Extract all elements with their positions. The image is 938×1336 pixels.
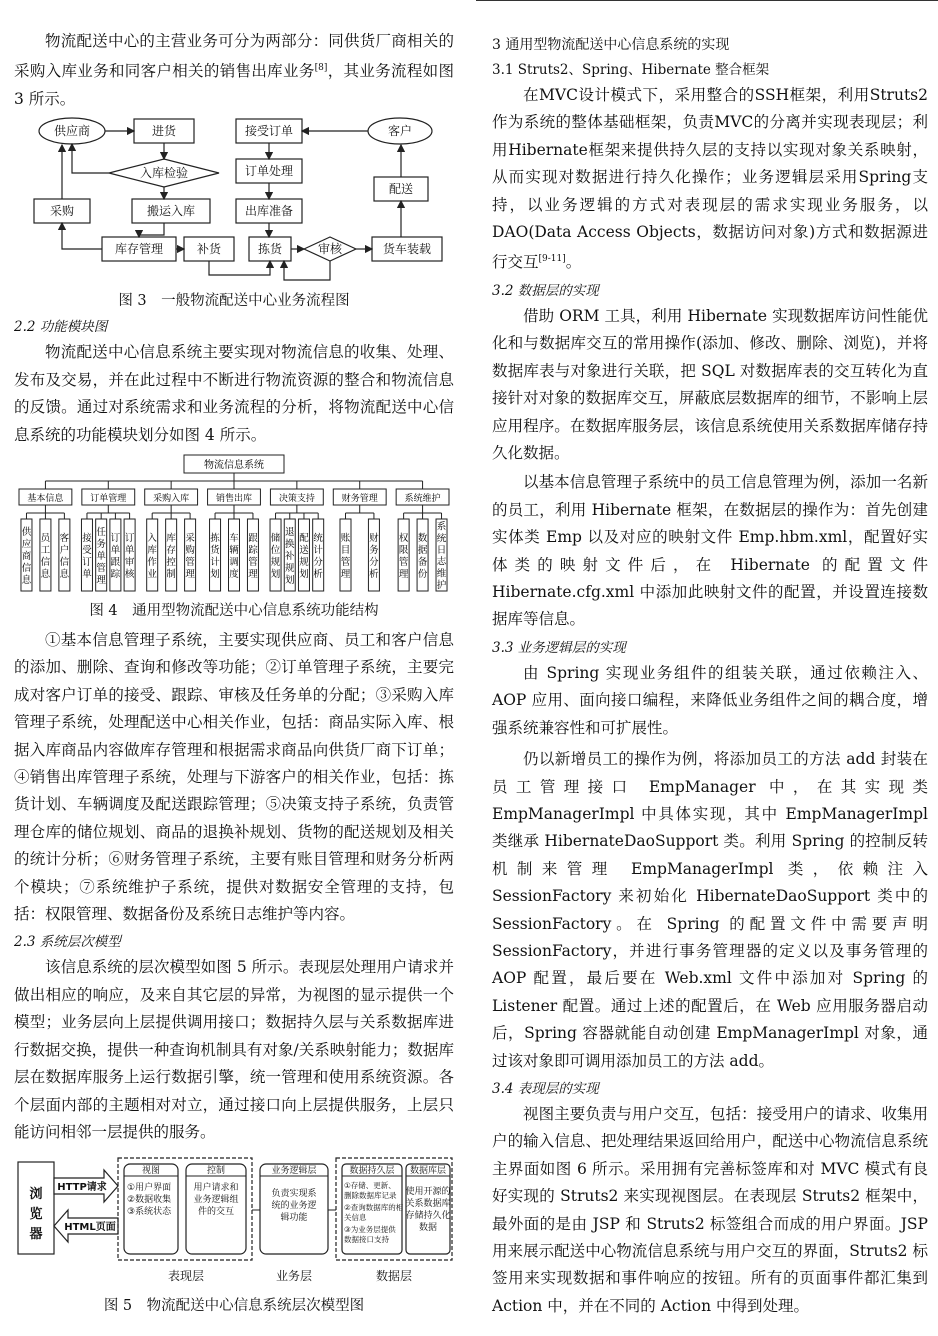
fig4-item-label: 系统日志维护 [436,521,447,591]
paragraph-modules: 物流配送中心信息系统主要实现对物流信息的收集、处理、发布及交易，并在此过程中不断进行物流资源的整合和物流信息的反馈。通过对系统需求和业务流程的分析，将物流配送中心信息系统的功能模块划分如图 4 所示。 [14,343,454,444]
fig4-item-label: 拣货计划 [210,533,220,580]
fig4-item-label: 退换补规划 [284,527,295,586]
fig4-item-label: 任务单管理 [96,527,106,586]
persist-line-5: ③为业务层提供 [344,1225,396,1235]
persist-line-3: ②查询数据库的相 [344,1203,404,1213]
paragraph-spring: 由 Spring 实现业务组件的组装关联，通过依赖注入、AOP 应用、面向接口编程，来降低业务组件之间的耦合度，增强系统兼容性和可扩展性。 [492,663,928,737]
fig4-item-label: 财务分析 [369,533,379,580]
biz-line-3: 辑功能 [280,1213,308,1224]
fig4-root-label: 物流信息系统 [204,460,264,471]
fig4-item-label: 订单跟踪 [110,533,121,580]
node-review: 审核 [317,242,343,257]
node-procure: 采购 [49,204,75,219]
node-truck-load: 货车装载 [382,242,432,257]
fig4-item-label: 入库作业 [147,533,157,580]
fig4-group-label: 基本信息 [27,494,64,504]
figure-5-caption: 图 5 物流配送中心信息系统层次模型图 [103,1298,365,1315]
figure-4-module-tree [14,453,454,595]
paragraph-spring-detail: 仍以新增员工的操作为例，将添加员工的方法 add 封装在员工管理接口 EmpManager 中，在其实现类 EmpManagerImpl 中具体实现，其中 EmpManagerImpl 类继承 HibernateDaoSupport 类。利用 Spring 的控制反转机制来管理 EmpManagerImpl 类，依赖注入 SessionFactory 来初始化 HibernateDaoSupport 类中的 SessionFactory。在 Spring 的配置文件中需要声明 SessionFactory，并进行事务管理器的定义以及事务管理的 AOP 配置，最后要在 Web.xml 文件中添加对 Spring 的 Listener 配置。通过上述的配置后，在 Web 应用服务器启动后，Spring 容器就能自动创建 EmpManagerImpl 对象，通过该对象即可调用添加员工的方法 add。 [492,750,928,1070]
label-data-layer: 数据层 [375,1269,413,1284]
fig4-item-label: 客户信息 [59,533,70,580]
paragraph-view: 视图主要负责与用户交互，包括：接受用户的请求、收集用户的输入信息、把处理结果返回给用户，配送中心物流信息系统主界面如图 6 所示。采用拥有完善标签库和对 MVC 模式有良好实现的 Struts2 来实现视图层。在表现层 Struts2 框架中，最外面的是由 JSP 和 Struts2 标签组合而成的用户界面。JSP 用来展示配送中心物流信息系统与用户交互的界面，Struts2 标签用来实现数据和事件响应的按钮。所有的页面事件都汇集到 Action 中，并在不同的 Action 中得到处理。 [492,1104,928,1315]
fig4-group-label: 系统维护 [404,494,441,504]
fig4-group-label: 决策支持 [278,494,315,504]
fig4-item-label: 车辆调度 [229,533,239,580]
section-3-1-heading: 3.1 Struts2、Spring、Hibernate 整合框架 [492,62,770,78]
fig4-group-label: 采购入库 [153,494,190,504]
node-stock-in: 搬运入库 [146,204,196,219]
browser-label-1: 浏 [29,1187,43,1203]
node-picking: 拣货 [257,242,283,257]
fig4-item-label: 账目管理 [340,533,351,580]
persist-line-1: ①存储、更新、 [344,1181,396,1191]
paragraph-emp-example: 以基本信息管理子系统中的员工信息管理为例，添加一名新的员工，利用 Hibernate 框架，在数据层的操作为：首先创建实体类 Emp 以及对应的映射文件 Emp.hbm.xml，配置好实体类的映射文件后，在 Hibernate 的配置文件 Hibernate.cfg.xml 中添加此映射文件的配置，并设置连接数据库等信息。 [492,473,928,629]
fig4-item-label: 接受订单 [82,533,92,580]
fig4-item-label: 配送规划 [299,533,309,580]
fig4-group-label: 财务管理 [341,494,378,504]
paragraph-layers: 该信息系统的层次模型如图 5 所示。表现层处理用户请求并做出相应的响应，及来自其它层的异常，为视图的显示提供一个模型；业务层向上层提供调用接口；数据持久层与关系数据库进行数据交换，提供一种查询机制具有对象/关系映射能力；数据库层在数据库服务上运行数据引擎，统一管理和使用系统资源。各个层面内部的主题相对对立，通过接口向上层提供服务，上层只能访问相邻一层提供的服务。 [14,958,454,1141]
node-order-process: 订单处理 [244,164,294,179]
control-line-1: 用户请求和 [193,1183,239,1194]
section-2-3-heading: 2.3 系统层次模型 [14,934,121,951]
db-line-3: 存储持久化 [405,1211,451,1222]
persist-line-6: 数据接口支持 [344,1235,389,1245]
control-title: 控制 [206,1166,226,1177]
fig4-item-label: 供应商信息 [21,527,32,586]
paragraph-ssh: 在MVC设计模式下，采用整合的SSH框架，利用Struts2作为系统的整体基础框架，负责MVC的分离并实现表现层；利用Hibernate框架来提供持久层的支持以实现对象关系映射，从而实现对数据进行持久化操作；业务逻辑层采用Spring支持，以业务逻辑的方式对表现层的需求实现业务服务，以DAO(Data Access Objects，数据访问对象)方式和数据源进行交互[9-11]。 [492,86,928,272]
fig4-item-label: 储位规划 [270,533,281,580]
section-3-heading: 3 通用型物流配送中心信息系统的实现 [492,37,730,53]
figure-5-layer-model [14,1156,454,1288]
persist-title: 数据持久层 [349,1166,395,1177]
paragraph-orm: 借助 ORM 工具，利用 Hibernate 实现数据库访问性能优化和与数据库交互的常用操作(添加、修改、删除、浏览)，并将数据库表与对象进行关联，把 SQL 对数据库表的交互转化为直接针对对象的数据库交互，屏蔽底层数据库的细节，不影响上层应用程序。在数据库服务层，该信息系统使用关系数据库储存持久化数据。 [492,307,928,463]
persist-line-4: 关信息 [344,1213,367,1223]
html-page-label: HTML页面 [64,1222,116,1234]
node-replenish: 补货 [196,242,222,257]
fig4-item-label: 数据备份 [417,533,428,580]
view-item-3: ③系统状态 [127,1207,172,1218]
fig4-item-label: 权限管理 [398,533,409,580]
db-line-4: 数据 [418,1223,438,1234]
db-line-1: 使用开源的 [405,1187,451,1198]
node-inventory: 库存管理 [114,242,164,257]
right-column [492,0,928,1320]
label-presentation-layer: 表现层 [167,1269,205,1284]
fig4-item-label: 员工信息 [40,533,51,580]
control-line-2: 业务逻辑组 [193,1195,239,1206]
browser-label-3: 器 [29,1227,43,1243]
section-2-2-heading: 2.2 功能模块图 [14,319,108,336]
node-receive-order: 接受订单 [244,124,294,139]
fig4-item-label: 订单审核 [124,533,135,580]
fig4-group-label: 订单管理 [90,494,127,504]
fig4-group-label: 销售出库 [215,494,253,504]
figure-3-caption: 图 3 一般物流配送中心业务流程图 [118,293,350,310]
view-item-1: ①用户界面 [127,1183,172,1194]
fig4-item-label: 跟踪管理 [248,533,258,580]
biz-line-1: 负责实现系 [271,1189,317,1200]
fig4-item-label: 统计分析 [313,533,323,580]
node-inspection: 入库检验 [139,166,189,181]
paragraph-intro: 物流配送中心的主营业务可分为两部分：同供货厂商相关的采购入库业务和同客户相关的销售出库业务[8]，其业务流程如图 3 所示。 [14,32,454,108]
biz-line-2: 统的业务逻 [271,1201,317,1212]
db-title: 数据库层 [409,1166,447,1177]
node-purchase-in: 进货 [151,124,177,139]
section-3-2-heading: 3.2 数据层的实现 [492,283,599,299]
node-supplier: 供应商 [53,124,91,139]
biz-title: 业务逻辑层 [271,1166,317,1177]
section-3-4-heading: 3.4 表现层的实现 [492,1080,599,1097]
node-delivery: 配送 [388,182,414,197]
control-line-3: 件的交互 [197,1207,235,1218]
node-outbound-prep: 出库准备 [244,204,294,219]
view-item-2: ②数据收集 [127,1195,172,1206]
fig4-item-label: 库存控制 [166,533,176,580]
section-3-3-heading: 3.3 业务逻辑层的实现 [492,639,626,656]
left-column [14,0,454,1318]
label-business-layer: 业务层 [275,1269,313,1284]
browser-label-2: 览 [29,1207,43,1223]
figure-4-caption: 图 4 通用型物流配送中心信息系统功能结构 [89,603,379,619]
figure-3-flowchart [14,115,454,287]
http-request-label: HTTP请求 [57,1182,107,1194]
persist-line-2: 删除数据库记录 [344,1191,397,1201]
fig4-item-label: 采购管理 [185,533,195,580]
db-line-2: 关系数据库 [405,1199,451,1210]
node-customer: 客户 [387,124,413,139]
paragraph-subsystems: ①基本信息管理子系统，主要实现供应商、员工和客户信息的添加、删除、查询和修改等功能；②订单管理子系统，主要完成对客户订单的接受、跟踪、审核及任务单的分配；③采购入库管理子系统，处理配送中心相关作业，包括：商品实际入库、根据入库商品内容做库存管理和根据需求商品向供货厂商下订单；④销售出库管理子系统，处理与下游客户的相关作业，包括：拣货计划、车辆调度及配送跟踪管理；⑤决策支持子系统，负责管理仓库的储位规划、商品的退换补规划、货物的配送规划及相关的统计分析；⑥财务管理子系统，主要有账目管理和财务分析两个模块；⑦系统维护子系统，提供对数据安全管理的支持，包括：权限管理、数据备份及系统日志维护等内容。 [14,631,454,924]
view-title: 视图 [141,1166,161,1177]
